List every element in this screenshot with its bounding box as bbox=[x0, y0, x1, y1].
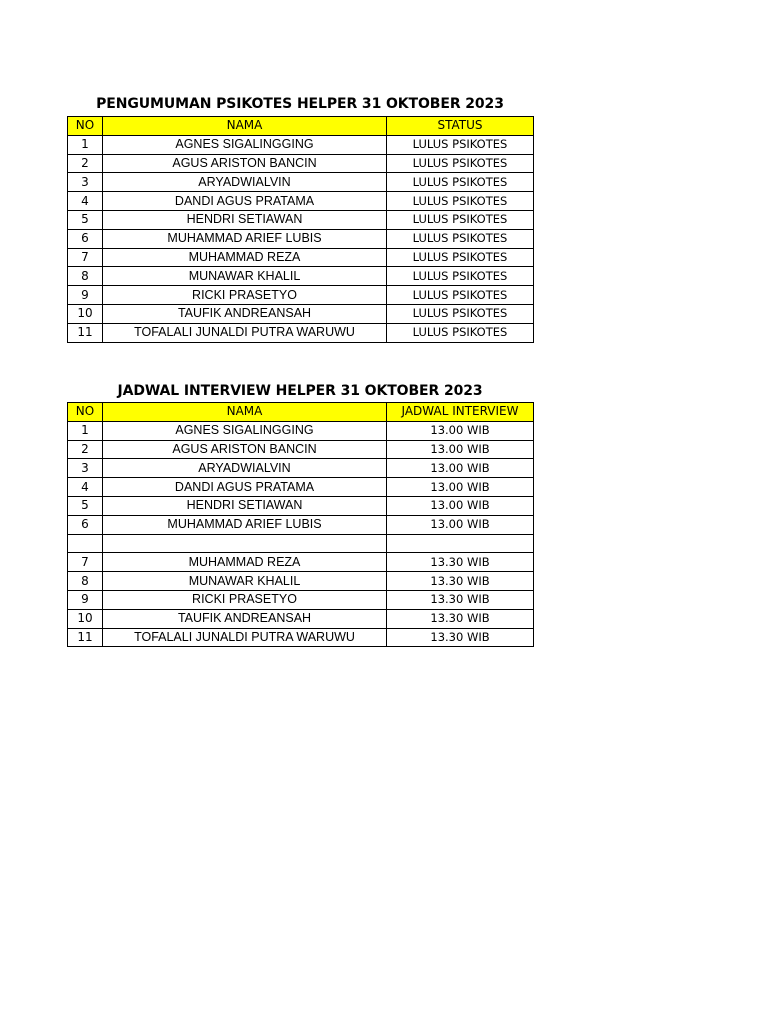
table-row bbox=[68, 192, 534, 211]
table-row bbox=[68, 496, 534, 515]
row-jadwal: 13.00 WIB bbox=[387, 421, 534, 440]
row-nama: MUHAMMAD ARIEF LUBIS bbox=[103, 515, 387, 534]
row-jadwal bbox=[387, 534, 534, 553]
row-nama: TOFALALI JUNALDI PUTRA WARUWU bbox=[103, 323, 387, 342]
row-no: 6 bbox=[68, 515, 103, 534]
table-row bbox=[68, 609, 534, 628]
row-jadwal: 13.00 WIB bbox=[387, 515, 534, 534]
row-nama: DANDI AGUS PRATAMA bbox=[103, 192, 387, 211]
row-status: LULUS PSIKOTES bbox=[387, 135, 534, 154]
row-jadwal: 13.30 WIB bbox=[387, 590, 534, 609]
row-no: 2 bbox=[68, 154, 103, 173]
psikotes-title: PENGUMUMAN PSIKOTES HELPER 31 OKTOBER 2023 bbox=[96, 96, 504, 112]
table-row bbox=[68, 286, 534, 305]
table-row-spacer bbox=[68, 534, 534, 553]
table-row bbox=[68, 229, 534, 248]
row-no bbox=[68, 534, 103, 553]
table-row bbox=[68, 304, 534, 323]
table-row bbox=[68, 267, 534, 286]
psikotes-table bbox=[67, 116, 534, 343]
header-no: NO bbox=[68, 117, 103, 136]
row-status: LULUS PSIKOTES bbox=[387, 154, 534, 173]
row-no: 9 bbox=[68, 286, 103, 305]
row-no: 11 bbox=[68, 323, 103, 342]
row-no: 8 bbox=[68, 572, 103, 591]
table-row bbox=[68, 515, 534, 534]
row-nama: MUHAMMAD REZA bbox=[103, 553, 387, 572]
table-row bbox=[68, 248, 534, 267]
row-no: 4 bbox=[68, 478, 103, 497]
table-row bbox=[68, 590, 534, 609]
row-nama: HENDRI SETIAWAN bbox=[103, 210, 387, 229]
row-no: 7 bbox=[68, 248, 103, 267]
row-jadwal: 13.00 WIB bbox=[387, 440, 534, 459]
header-nama: NAMA bbox=[103, 403, 387, 422]
header-no: NO bbox=[68, 403, 103, 422]
table-row bbox=[68, 553, 534, 572]
row-no: 3 bbox=[68, 459, 103, 478]
table-row bbox=[68, 210, 534, 229]
row-no: 7 bbox=[68, 553, 103, 572]
row-status: LULUS PSIKOTES bbox=[387, 304, 534, 323]
table-row bbox=[68, 440, 534, 459]
row-no: 6 bbox=[68, 229, 103, 248]
row-jadwal: 13.00 WIB bbox=[387, 496, 534, 515]
table-row bbox=[68, 421, 534, 440]
table-row bbox=[68, 459, 534, 478]
row-nama: ARYADWIALVIN bbox=[103, 459, 387, 478]
row-nama: HENDRI SETIAWAN bbox=[103, 496, 387, 515]
table-row bbox=[68, 135, 534, 154]
table-header-row bbox=[68, 403, 534, 422]
row-nama: TAUFIK ANDREANSAH bbox=[103, 609, 387, 628]
table-row bbox=[68, 173, 534, 192]
row-nama: RICKI PRASETYO bbox=[103, 286, 387, 305]
row-no: 4 bbox=[68, 192, 103, 211]
row-status: LULUS PSIKOTES bbox=[387, 248, 534, 267]
row-no: 2 bbox=[68, 440, 103, 459]
row-nama: MUHAMMAD REZA bbox=[103, 248, 387, 267]
row-jadwal: 13.30 WIB bbox=[387, 572, 534, 591]
row-status: LULUS PSIKOTES bbox=[387, 210, 534, 229]
row-no: 5 bbox=[68, 496, 103, 515]
row-no: 3 bbox=[68, 173, 103, 192]
row-no: 9 bbox=[68, 590, 103, 609]
row-nama: AGUS ARISTON BANCIN bbox=[103, 440, 387, 459]
row-no: 11 bbox=[68, 628, 103, 647]
row-nama: AGNES SIGALINGGING bbox=[103, 421, 387, 440]
row-nama: DANDI AGUS PRATAMA bbox=[103, 478, 387, 497]
row-nama: MUNAWAR KHALIL bbox=[103, 572, 387, 591]
row-status: LULUS PSIKOTES bbox=[387, 173, 534, 192]
table-row bbox=[68, 478, 534, 497]
header-status: STATUS bbox=[387, 117, 534, 136]
row-nama: AGNES SIGALINGGING bbox=[103, 135, 387, 154]
row-nama: MUNAWAR KHALIL bbox=[103, 267, 387, 286]
row-jadwal: 13.30 WIB bbox=[387, 553, 534, 572]
table-row bbox=[68, 154, 534, 173]
interview-table bbox=[67, 402, 534, 647]
row-status: LULUS PSIKOTES bbox=[387, 267, 534, 286]
row-status: LULUS PSIKOTES bbox=[387, 229, 534, 248]
row-jadwal: 13.00 WIB bbox=[387, 478, 534, 497]
row-nama: TAUFIK ANDREANSAH bbox=[103, 304, 387, 323]
header-nama: NAMA bbox=[103, 117, 387, 136]
row-nama: ARYADWIALVIN bbox=[103, 173, 387, 192]
row-nama: RICKI PRASETYO bbox=[103, 590, 387, 609]
row-no: 8 bbox=[68, 267, 103, 286]
row-status: LULUS PSIKOTES bbox=[387, 286, 534, 305]
row-no: 1 bbox=[68, 421, 103, 440]
row-no: 1 bbox=[68, 135, 103, 154]
row-jadwal: 13.00 WIB bbox=[387, 459, 534, 478]
row-nama: MUHAMMAD ARIEF LUBIS bbox=[103, 229, 387, 248]
row-nama bbox=[103, 534, 387, 553]
row-jadwal: 13.30 WIB bbox=[387, 628, 534, 647]
table-row bbox=[68, 323, 534, 342]
row-nama: TOFALALI JUNALDI PUTRA WARUWU bbox=[103, 628, 387, 647]
interview-title: JADWAL INTERVIEW HELPER 31 OKTOBER 2023 bbox=[117, 383, 483, 399]
table-header-row bbox=[68, 117, 534, 136]
row-status: LULUS PSIKOTES bbox=[387, 192, 534, 211]
row-jadwal: 13.30 WIB bbox=[387, 609, 534, 628]
row-no: 10 bbox=[68, 304, 103, 323]
header-jadwal: JADWAL INTERVIEW bbox=[387, 403, 534, 422]
table-row bbox=[68, 572, 534, 591]
row-status: LULUS PSIKOTES bbox=[387, 323, 534, 342]
row-no: 10 bbox=[68, 609, 103, 628]
table-row bbox=[68, 628, 534, 647]
row-no: 5 bbox=[68, 210, 103, 229]
row-nama: AGUS ARISTON BANCIN bbox=[103, 154, 387, 173]
